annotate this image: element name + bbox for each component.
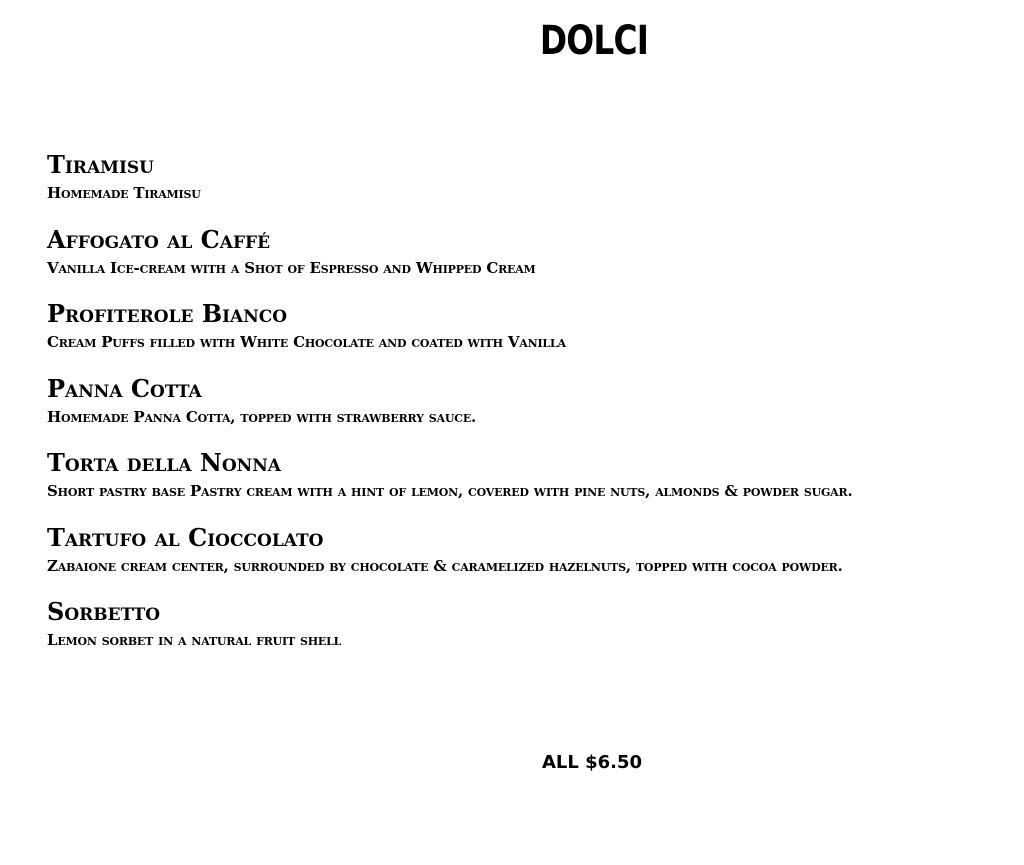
menu-item-description: Cream Puffs filled with White Chocolate and coated with Vanilla <box>47 333 566 351</box>
menu-item-name: Tartufo al Cioccolato <box>47 522 324 552</box>
menu-item-description: Homemade Tiramisu <box>47 184 201 202</box>
page-title: DOLCI <box>539 18 649 64</box>
menu-item-name: Profiterole Bianco <box>47 299 288 328</box>
menu-item-tiramisu <box>47 151 1017 226</box>
menu-item-name: Torta della Nonna <box>47 448 281 477</box>
menu-item-description: Homemade Panna Cotta, topped with strawberry sauce. <box>47 407 477 426</box>
menu-item-description: Lemon sorbet in a natural fruit shell <box>47 631 342 649</box>
dessert-menu-list <box>47 151 1017 673</box>
menu-item-description: Vanilla Ice-cream with a Shot of Espresso and Whipped Cream <box>47 258 536 277</box>
menu-item-name: Panna Cotta <box>47 373 202 403</box>
menu-item-sorbetto <box>47 598 1017 673</box>
price-note: ALL $6.50 <box>542 752 643 773</box>
menu-item-panna-cotta <box>47 375 1017 450</box>
menu-item-name: Affogato al Caffé <box>47 224 271 254</box>
menu-item-affogato <box>47 226 1017 301</box>
menu-item-profiterole <box>47 300 1017 375</box>
menu-item-torta-della-nonna <box>47 449 1017 524</box>
menu-item-description: Zabaione cream center, surrounded by chocolate & caramelized hazelnuts, topped with cocoa powder. <box>47 556 843 575</box>
menu-item-tartufo <box>47 524 1017 599</box>
menu-item-name: Tiramisu <box>47 150 155 179</box>
menu-item-name: Sorbetto <box>47 597 161 626</box>
menu-item-description: Short pastry base Pastry cream with a hint of lemon, covered with pine nuts, almonds & powder sugar. <box>47 482 853 500</box>
